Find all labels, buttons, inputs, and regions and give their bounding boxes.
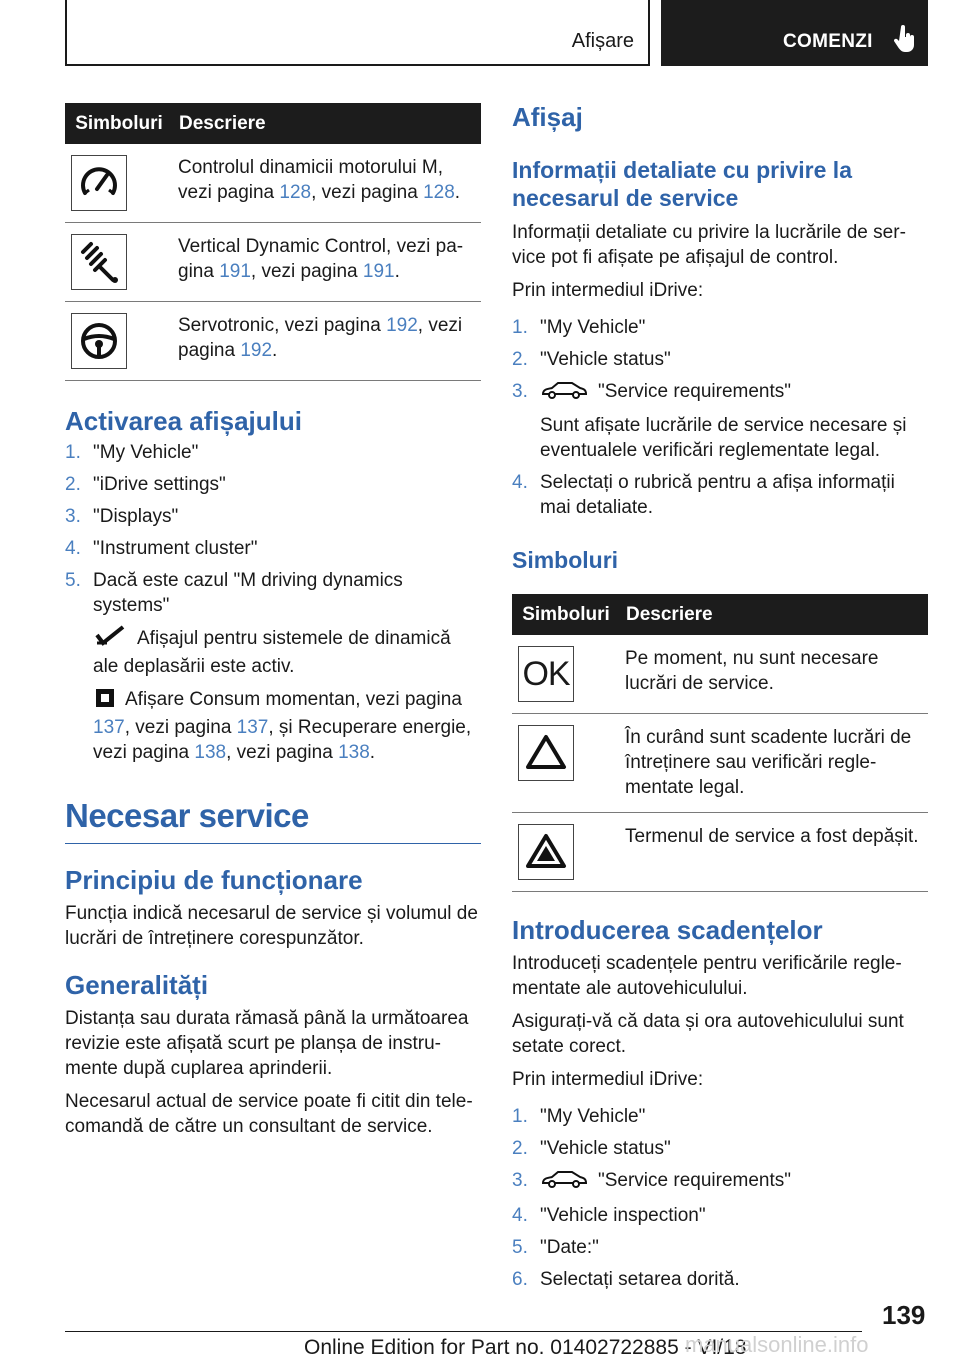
list-item: 2. "iDrive settings" (65, 474, 226, 495)
intro-text-1: Introduceți scadențele pentru verificările reglementate ale autovehiculului. (512, 953, 902, 999)
table-cell-description: Controlul dinamicii motorului M, vezi pagina 128, vezi pagina 128. (173, 144, 481, 223)
right-column (512, 103, 928, 1299)
table-cell-description: Servotronic, vezi pagina 192, vezi pagina 192. (173, 302, 481, 381)
list-item: 4. Selectați o rubrică pentru a afișa informații mai detaliate. (512, 472, 895, 518)
chapter-tab-label: COMENZI (783, 31, 873, 52)
symbols-table-1 (65, 103, 481, 381)
section-title-activare: Activarea afișajului (65, 406, 302, 436)
intro-steps (512, 1104, 928, 1292)
list-item: 5. Dacă este cazul "M driving dynamics systems" (65, 570, 403, 616)
ok-icon: OK (518, 646, 574, 702)
list-item: 1. "My Vehicle" (512, 1106, 646, 1127)
list-item: 1. "My Vehicle" (512, 317, 646, 338)
page-link[interactable]: 192 (386, 315, 418, 336)
note-consumption: Afișare Consum momentan, vezi pagina 137, vezi pagina 137, și Recuperare energie, vezi pagina 138, vezi pagina 138. (93, 689, 472, 763)
list-item: 4. "Instrument cluster" (65, 538, 258, 559)
table-row (512, 635, 928, 714)
section-title-generalitati: Generalități (65, 970, 209, 1000)
table-header-description: Descriere (620, 594, 928, 635)
section-tab-label: Afișare (571, 30, 634, 52)
page-link[interactable]: 192 (240, 340, 273, 361)
prin-intermediul-1: Prin intermediul iDrive: (512, 280, 704, 301)
overdue-triangle-icon (518, 824, 574, 880)
steering-wheel-icon (71, 313, 127, 369)
section-title-info: Informații detaliate cu privire la necesarul de service (512, 157, 852, 211)
page-link[interactable]: 138 (194, 742, 227, 763)
hand-pointer-icon (894, 25, 916, 53)
edition-text: Online Edition for Part no. 01402722885 - VI/18 (304, 1336, 747, 1359)
chapter-tab[interactable] (661, 0, 928, 66)
list-item: 3. "Displays" (65, 506, 179, 527)
table-header-description: Descriere (173, 103, 481, 144)
table-cell-description: Vertical Dynamic Control, vezi pagina 191, vezi pagina 191. (173, 223, 481, 302)
page-link[interactable]: 191 (219, 261, 251, 282)
list-item: 1. "My Vehicle" (65, 442, 199, 463)
checkmark-dynamics-icon (95, 625, 127, 654)
table-row (512, 813, 928, 892)
table-row (65, 223, 481, 302)
list-item: 2. "Vehicle status" (512, 349, 671, 370)
table-cell-description: Pe moment, nu sunt necesare lucrări de service. (620, 635, 928, 714)
warning-triangle-icon (518, 725, 574, 781)
note-dynamics: Afișajul pentru sistemele de dinamică ale deplasării este activ. (65, 625, 481, 679)
table-row (512, 714, 928, 813)
page-number: 139 (882, 1300, 926, 1330)
page-link[interactable]: 137 (93, 717, 125, 738)
page-link[interactable]: 191 (362, 261, 395, 282)
table-header-symbols: Simboluri (65, 103, 173, 144)
symbols-table-2 (512, 594, 928, 892)
table-header-symbols: Simboluri (512, 594, 620, 635)
step3-note: Sunt afișate lucrările de service necesare și eventualele verificări reglementate legal. (540, 415, 907, 461)
info-steps (512, 315, 928, 520)
table-cell-description: În curând sunt scadente lucrări de întreținere sau verificări reglementate legal. (620, 714, 928, 813)
section-title-afisaj: Afișaj (512, 102, 583, 132)
list-item: 2. "Vehicle status" (512, 1138, 671, 1159)
consumption-display-icon (95, 688, 115, 715)
page-link[interactable]: 137 (236, 717, 269, 738)
suspension-spring-icon (71, 234, 127, 290)
principiu-text: Funcția indică necesarul de service și volumul de lucrări de întreținere corespunzător. (65, 903, 478, 949)
table-row (65, 144, 481, 223)
activare-steps (65, 440, 481, 618)
table-cell-description: Termenul de service a fost depășit. (620, 813, 928, 892)
list-item: 5. "Date:" (512, 1237, 599, 1258)
watermark: manualsonline.info (685, 1332, 869, 1357)
info-text: Informații detaliate cu privire la lucrările de service pot fi afișate pe afișajul de control. (512, 222, 906, 268)
prin-intermediul-2: Prin intermediul iDrive: (512, 1069, 704, 1090)
intro-text-2: Asigurați-vă că data și ora autovehiculului sunt setate corect. (512, 1011, 904, 1057)
car-icon (540, 380, 588, 407)
section-title-simboluri: Simboluri (512, 547, 619, 573)
section-title-principiu: Principiu de funcționare (65, 865, 363, 895)
generalitati-text-1: Distanța sau durata rămasă până la următoarea revizie este afișată scurt pe planșa de instrumente după cuplarea aprinderii. (65, 1008, 469, 1079)
car-icon (540, 1169, 588, 1196)
page-link[interactable]: 128 (423, 182, 455, 203)
dynamic-engine-gauge-icon (71, 155, 127, 211)
section-title-introducere: Introducerea scadențelor (512, 915, 823, 945)
left-column (65, 103, 481, 1139)
list-item: 6. Selectați setarea dorită. (512, 1269, 740, 1290)
table-row (65, 302, 481, 381)
generalitati-text-2: Necesarul actual de service poate fi citit din telecomandă de către un consultant de service. (65, 1091, 473, 1137)
chapter-title-necesar: Necesar service (65, 797, 481, 844)
list-item: 3. "Service requirements" Sunt afișate lucrările de service necesare și eventualele verificări reglementate legal. (512, 379, 928, 463)
page-link[interactable]: 138 (338, 742, 370, 763)
section-tab[interactable] (65, 0, 650, 66)
list-item: 3. "Service requirements" (512, 1168, 928, 1196)
page-link[interactable]: 128 (279, 182, 312, 203)
list-item: 4. "Vehicle inspection" (512, 1205, 706, 1226)
